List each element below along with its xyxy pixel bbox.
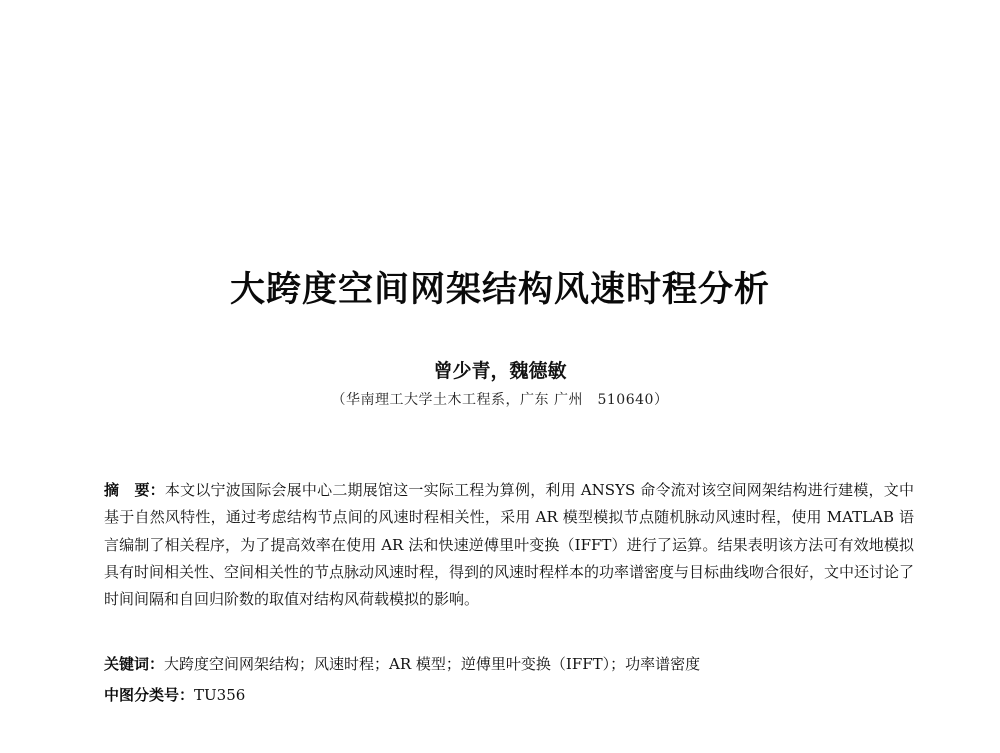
abstract-text: 本文以宁波国际会展中心二期展馆这一实际工程为算例，利用 ANSYS 命令流对该空间网架结构进行建模，文中基于自然风特性，通过考虑结构节点间的风速时程相关性，采用 AR 模型模拟节点随机脉动风速时程，使用 MATLAB 语言编制了相关程序，为了提高效率在使用 AR 法和快速逆傅里叶变换（IFFT）进行了运算。结果表明该方法可有效地模拟具有时间相关性、空间相关性的节点脉动风速时程，得到的风速时程样本的功率谱密度与目标曲线吻合很好，文中还讨论了时间间隔和自回归阶数的取值对结构风荷载模拟的影响。 — [104, 481, 915, 609]
classification-text: TU356 — [194, 686, 246, 704]
keywords — [104, 652, 914, 676]
classification-number — [104, 683, 914, 707]
paper-title: 大跨度空间网架结构风速时程分析 — [229, 270, 770, 310]
keywords-label: 关键词： — [104, 655, 165, 673]
abstract-label: 摘 要： — [104, 481, 165, 499]
keywords-text: 大跨度空间网架结构；风速时程；AR 模型；逆傅里叶变换（IFFT）；功率谱密度 — [164, 655, 701, 673]
paper-affiliation: （华南理工大学土木工程系，广东 广州 510640） — [331, 392, 669, 408]
paper-authors: 曾少青，魏德敏 — [433, 360, 567, 382]
abstract — [104, 477, 914, 613]
classification-label: 中图分类号： — [104, 686, 195, 704]
